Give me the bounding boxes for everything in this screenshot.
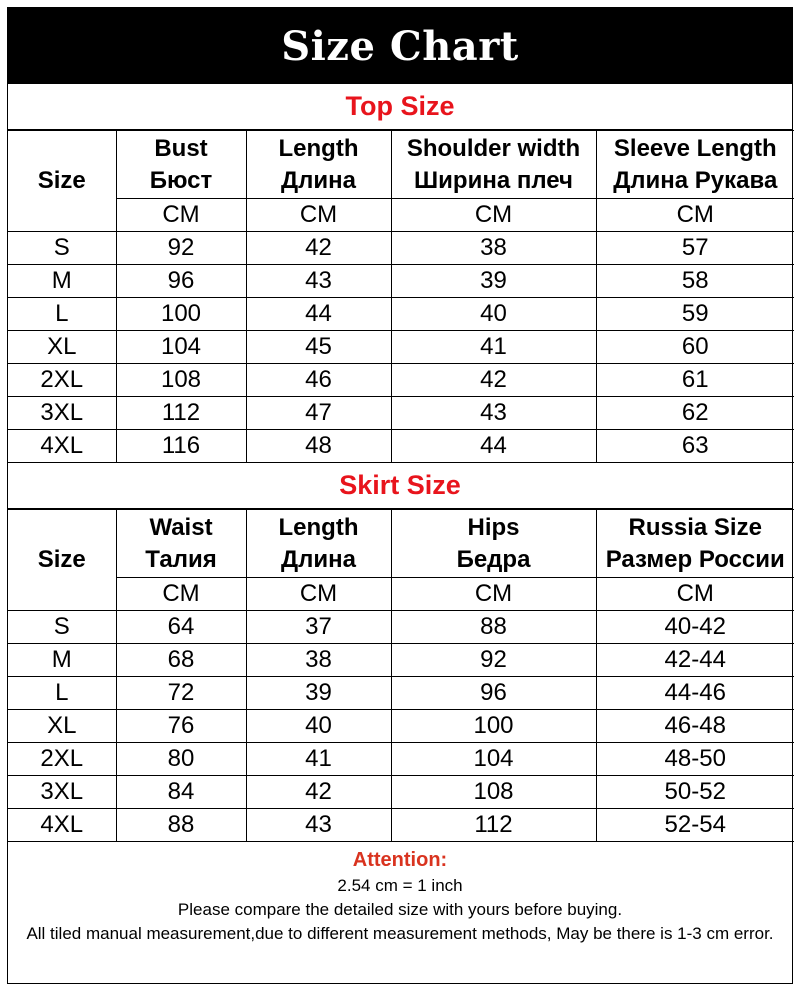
- value-cell: 45: [246, 331, 391, 364]
- skirt-size-rows: [8, 611, 794, 842]
- value-cell: 80: [116, 743, 246, 776]
- header-bust: Bust Бюст: [116, 131, 246, 199]
- table-row: [8, 809, 794, 842]
- table-row: [8, 776, 794, 809]
- value-cell: 63: [596, 430, 794, 463]
- header-russia-size: Russia Size Размер России: [596, 510, 794, 578]
- header-sleeve-length: Sleeve Length Длина Рукава: [596, 131, 794, 199]
- table-row: [8, 331, 794, 364]
- value-cell: 88: [116, 809, 246, 842]
- value-cell: 48: [246, 430, 391, 463]
- value-cell: 52-54: [596, 809, 794, 842]
- table-row: [8, 364, 794, 397]
- value-cell: 57: [596, 232, 794, 265]
- value-cell: 41: [391, 331, 596, 364]
- header-size: Size: [8, 510, 116, 611]
- size-label-cell: 4XL: [8, 809, 116, 842]
- value-cell: 38: [391, 232, 596, 265]
- size-label-cell: S: [8, 232, 116, 265]
- header-waist: Waist Талия: [116, 510, 246, 578]
- value-cell: 38: [246, 644, 391, 677]
- table-row: [8, 397, 794, 430]
- table-row: [8, 430, 794, 463]
- value-cell: 62: [596, 397, 794, 430]
- value-cell: 43: [391, 397, 596, 430]
- attention-title: Attention:: [352, 849, 448, 871]
- size-label-cell: 3XL: [8, 776, 116, 809]
- value-cell: 58: [596, 265, 794, 298]
- top-size-rows: [8, 232, 794, 463]
- attention-line: Please compare the detailed size with yours before buying.: [177, 900, 623, 919]
- size-label-cell: XL: [8, 710, 116, 743]
- size-label-cell: 3XL: [8, 397, 116, 430]
- attention-notes: [8, 842, 792, 946]
- value-cell: 92: [391, 644, 596, 677]
- value-cell: 37: [246, 611, 391, 644]
- size-label-cell: S: [8, 611, 116, 644]
- value-cell: 96: [116, 265, 246, 298]
- size-label-cell: L: [8, 677, 116, 710]
- size-label-cell: 2XL: [8, 364, 116, 397]
- value-cell: 40: [246, 710, 391, 743]
- value-cell: 61: [596, 364, 794, 397]
- value-cell: 44-46: [596, 677, 794, 710]
- value-cell: 116: [116, 430, 246, 463]
- unit-cell: CM: [246, 199, 391, 232]
- attention-line: 2.54 cm = 1 inch: [337, 876, 463, 895]
- header-row: [8, 131, 794, 199]
- value-cell: 46-48: [596, 710, 794, 743]
- value-cell: 68: [116, 644, 246, 677]
- value-cell: 104: [116, 331, 246, 364]
- value-cell: 42-44: [596, 644, 794, 677]
- value-cell: 48-50: [596, 743, 794, 776]
- table-row: [8, 265, 794, 298]
- value-cell: 108: [391, 776, 596, 809]
- value-cell: 104: [391, 743, 596, 776]
- size-label-cell: M: [8, 265, 116, 298]
- value-cell: 42: [246, 232, 391, 265]
- value-cell: 44: [391, 430, 596, 463]
- table-row: [8, 644, 794, 677]
- header-length: Length Длина: [246, 131, 391, 199]
- value-cell: 59: [596, 298, 794, 331]
- value-cell: 88: [391, 611, 596, 644]
- value-cell: 64: [116, 611, 246, 644]
- value-cell: 92: [116, 232, 246, 265]
- size-label-cell: M: [8, 644, 116, 677]
- value-cell: 42: [391, 364, 596, 397]
- table-row: [8, 677, 794, 710]
- attention-line: All tiled manual measurement,due to different measurement methods, May be there is 1-3 cm error.: [26, 924, 774, 943]
- unit-row: [8, 199, 794, 232]
- unit-cell: CM: [596, 199, 794, 232]
- value-cell: 43: [246, 265, 391, 298]
- unit-cell: CM: [391, 578, 596, 611]
- top-size-table: [8, 130, 794, 463]
- table-row: [8, 743, 794, 776]
- unit-row: [8, 578, 794, 611]
- value-cell: 46: [246, 364, 391, 397]
- skirt-size-title: Skirt Size: [8, 463, 792, 509]
- value-cell: 60: [596, 331, 794, 364]
- value-cell: 96: [391, 677, 596, 710]
- value-cell: 39: [246, 677, 391, 710]
- value-cell: 47: [246, 397, 391, 430]
- unit-cell: CM: [246, 578, 391, 611]
- value-cell: 44: [246, 298, 391, 331]
- value-cell: 112: [391, 809, 596, 842]
- value-cell: 76: [116, 710, 246, 743]
- header-size: Size: [8, 131, 116, 232]
- unit-cell: CM: [596, 578, 794, 611]
- value-cell: 41: [246, 743, 391, 776]
- size-chart-frame: [7, 7, 793, 984]
- value-cell: 39: [391, 265, 596, 298]
- value-cell: 108: [116, 364, 246, 397]
- header-row: [8, 510, 794, 578]
- header-hips: Hips Бедра: [391, 510, 596, 578]
- table-row: [8, 298, 794, 331]
- value-cell: 100: [116, 298, 246, 331]
- value-cell: 40-42: [596, 611, 794, 644]
- unit-cell: CM: [116, 199, 246, 232]
- size-label-cell: L: [8, 298, 116, 331]
- table-row: [8, 611, 794, 644]
- page-title: Size Chart: [8, 8, 792, 84]
- value-cell: 84: [116, 776, 246, 809]
- size-label-cell: 4XL: [8, 430, 116, 463]
- value-cell: 43: [246, 809, 391, 842]
- value-cell: 100: [391, 710, 596, 743]
- size-label-cell: XL: [8, 331, 116, 364]
- value-cell: 72: [116, 677, 246, 710]
- unit-cell: CM: [116, 578, 246, 611]
- value-cell: 40: [391, 298, 596, 331]
- top-size-title: Top Size: [8, 84, 792, 130]
- value-cell: 50-52: [596, 776, 794, 809]
- value-cell: 42: [246, 776, 391, 809]
- skirt-size-table: [8, 509, 794, 842]
- unit-cell: CM: [391, 199, 596, 232]
- value-cell: 112: [116, 397, 246, 430]
- header-length: Length Длина: [246, 510, 391, 578]
- table-row: [8, 710, 794, 743]
- header-shoulder-width: Shoulder width Ширина плеч: [391, 131, 596, 199]
- table-row: [8, 232, 794, 265]
- size-label-cell: 2XL: [8, 743, 116, 776]
